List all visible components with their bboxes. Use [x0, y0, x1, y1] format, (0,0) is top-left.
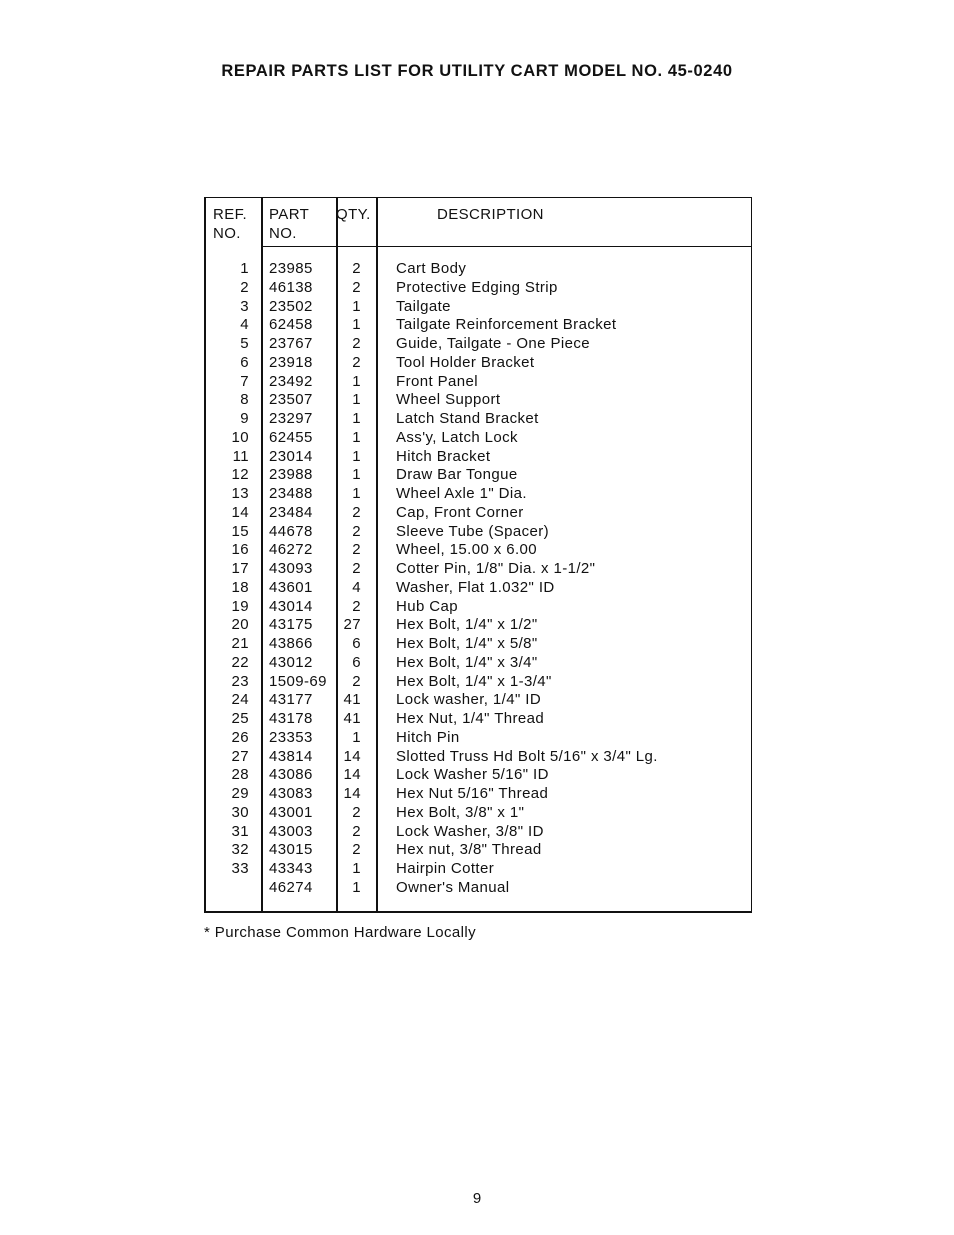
table-row — [206, 579, 751, 598]
ref-cell: 28 — [231, 766, 249, 784]
qty-cell: 1 — [352, 316, 361, 334]
part-no-cell: 43601 — [269, 578, 313, 596]
table-row — [206, 316, 751, 335]
description-cell: Protective Edging Strip — [396, 278, 558, 296]
table-row — [206, 785, 751, 804]
qty-cell: 2 — [352, 260, 361, 277]
qty-cell: 14 — [343, 747, 361, 765]
ref-cell: 31 — [231, 822, 249, 840]
description-cell: Hex Bolt, 1/4" x 5/8" — [396, 635, 538, 652]
qty-cell: 1 — [352, 297, 361, 315]
qty-cell: 1 — [352, 410, 361, 427]
ref-cell: 8 — [240, 391, 249, 409]
table-row — [206, 429, 751, 448]
part-no-cell: 46272 — [269, 541, 313, 559]
table-row — [206, 504, 751, 523]
ref-cell: 4 — [240, 316, 249, 334]
description-cell: Wheel Support — [396, 391, 501, 409]
ref-cell: 22 — [231, 653, 249, 671]
qty-cell: 1 — [352, 372, 361, 390]
qty-cell: 1 — [352, 391, 361, 409]
qty-cell: 2 — [352, 335, 361, 352]
ref-cell: 7 — [240, 372, 249, 390]
table-row — [206, 448, 751, 467]
table-row — [206, 860, 751, 879]
header-part-no — [269, 205, 309, 243]
part-no-cell: 43178 — [269, 710, 313, 727]
qty-cell: 27 — [343, 616, 361, 634]
part-no-cell: 43014 — [269, 597, 313, 615]
description-cell: Tailgate Reinforcement Bracket — [396, 316, 617, 334]
ref-cell: 14 — [231, 503, 249, 521]
description-cell: Hex Bolt, 1/4" x 1/2" — [396, 616, 538, 634]
description-cell: Slotted Truss Hd Bolt 5/16" x 3/4" Lg. — [396, 747, 658, 765]
table-row — [206, 410, 751, 429]
ref-cell: 1 — [240, 260, 249, 277]
part-no-cell: 43343 — [269, 860, 313, 877]
part-no-cell: 23492 — [269, 372, 313, 390]
ref-cell: 6 — [240, 353, 249, 371]
ref-cell: 12 — [231, 466, 249, 484]
description-cell: Hex Nut 5/16" Thread — [396, 785, 549, 802]
description-cell: Lock Washer 5/16" ID — [396, 766, 549, 784]
description-cell: Owner's Manual — [396, 878, 510, 896]
table-row — [206, 260, 751, 279]
ref-cell: 5 — [240, 335, 249, 352]
table-row — [206, 298, 751, 317]
part-no-cell: 43003 — [269, 822, 313, 840]
description-cell: Tailgate — [396, 297, 451, 315]
footnote: * Purchase Common Hardware Locally — [204, 924, 477, 941]
header-divider — [262, 246, 751, 247]
qty-cell: 2 — [352, 522, 361, 540]
part-no-cell: 23488 — [269, 485, 313, 502]
table-row — [206, 879, 751, 898]
ref-cell: 10 — [231, 428, 249, 446]
header-qty: QTY. — [336, 206, 371, 223]
ref-cell: 16 — [231, 541, 249, 559]
qty-cell: 2 — [352, 278, 361, 296]
qty-cell: 4 — [352, 578, 361, 596]
header-description: DESCRIPTION — [437, 206, 544, 223]
ref-cell: 30 — [231, 803, 249, 821]
table-row — [206, 729, 751, 748]
table-row — [206, 616, 751, 635]
part-no-cell: 46138 — [269, 278, 313, 296]
qty-cell: 2 — [352, 803, 361, 821]
ref-cell: 2 — [240, 278, 249, 296]
ref-cell: 23 — [231, 672, 249, 690]
part-no-cell: 23353 — [269, 728, 313, 746]
description-cell: Cap, Front Corner — [396, 503, 524, 521]
table-row — [206, 635, 751, 654]
ref-cell: 11 — [232, 447, 249, 465]
page-title: REPAIR PARTS LIST FOR UTILITY CART MODEL NO. 45-0240 — [221, 62, 733, 80]
part-no-cell: 43015 — [269, 841, 313, 859]
part-no-cell: 23502 — [269, 297, 313, 315]
part-no-cell: 43177 — [269, 691, 313, 709]
part-no-cell: 23014 — [269, 447, 313, 465]
part-no-cell: 23988 — [269, 466, 313, 484]
header-ref-no — [213, 205, 247, 243]
description-cell: Lock washer, 1/4" ID — [396, 691, 542, 709]
qty-cell: 14 — [343, 766, 361, 784]
qty-cell: 14 — [343, 785, 361, 802]
description-cell: Hex Nut, 1/4" Thread — [396, 710, 545, 727]
qty-cell: 1 — [352, 878, 361, 896]
part-no-cell: 23918 — [269, 353, 313, 371]
parts-table — [204, 197, 752, 913]
table-row — [206, 691, 751, 710]
header-ref-line1: REF. — [213, 206, 248, 223]
page-number: 9 — [472, 1190, 482, 1207]
description-cell: Hitch Pin — [396, 728, 460, 746]
header-part-line1: PART — [269, 206, 310, 223]
table-row — [206, 523, 751, 542]
part-no-cell: 1509-69 — [269, 672, 327, 690]
description-cell: Hex Bolt, 3/8" x 1" — [396, 803, 525, 821]
ref-cell: 33 — [231, 860, 249, 877]
part-no-cell: 44678 — [269, 522, 313, 540]
qty-cell: 41 — [343, 691, 361, 709]
description-cell: Front Panel — [396, 372, 478, 390]
ref-cell: 17 — [231, 560, 249, 577]
description-cell: Cart Body — [396, 260, 467, 277]
table-body — [206, 260, 751, 898]
qty-cell: 2 — [352, 841, 361, 859]
description-cell: Hex Bolt, 1/4" x 3/4" — [396, 653, 538, 671]
description-cell: Washer, Flat 1.032" ID — [396, 578, 555, 596]
part-no-cell: 43086 — [269, 766, 313, 784]
qty-cell: 1 — [352, 466, 361, 484]
ref-cell: 19 — [231, 597, 249, 615]
header-part-line2: NO. — [269, 225, 297, 242]
qty-cell: 1 — [352, 447, 361, 465]
table-row — [206, 823, 751, 842]
description-cell: Cotter Pin, 1/8" Dia. x 1-1/2" — [396, 560, 596, 577]
part-no-cell: 46274 — [269, 878, 313, 896]
table-row — [206, 279, 751, 298]
part-no-cell: 23484 — [269, 503, 313, 521]
description-cell: Lock Washer, 3/8" ID — [396, 822, 544, 840]
table-row — [206, 335, 751, 354]
part-no-cell: 62455 — [269, 428, 313, 446]
table-row — [206, 841, 751, 860]
table-row — [206, 766, 751, 785]
part-no-cell: 23297 — [269, 410, 313, 427]
ref-cell: 32 — [231, 841, 249, 859]
header-ref-line2: NO. — [213, 225, 241, 242]
description-cell: Hairpin Cotter — [396, 860, 495, 877]
qty-cell: 2 — [352, 541, 361, 559]
ref-cell: 18 — [231, 578, 249, 596]
ref-cell: 29 — [231, 785, 249, 802]
description-cell: Ass'y, Latch Lock — [396, 428, 518, 446]
table-row — [206, 560, 751, 579]
qty-cell: 6 — [352, 635, 361, 652]
table-row — [206, 654, 751, 673]
table-row — [206, 710, 751, 729]
qty-cell: 1 — [352, 728, 361, 746]
description-cell: Tool Holder Bracket — [396, 353, 535, 371]
part-no-cell: 43001 — [269, 803, 313, 821]
table-row — [206, 804, 751, 823]
table-row — [206, 598, 751, 617]
table-row — [206, 354, 751, 373]
table-row — [206, 541, 751, 560]
table-row — [206, 391, 751, 410]
ref-cell: 15 — [231, 522, 249, 540]
qty-cell: 1 — [352, 860, 361, 877]
description-cell: Draw Bar Tongue — [396, 466, 518, 484]
table-row — [206, 373, 751, 392]
part-no-cell: 43814 — [269, 747, 313, 765]
ref-cell: 13 — [231, 485, 249, 502]
part-no-cell: 43175 — [269, 616, 313, 634]
ref-cell: 26 — [231, 728, 249, 746]
part-no-cell: 43093 — [269, 560, 313, 577]
qty-cell: 1 — [352, 485, 361, 502]
description-cell: Hex Bolt, 1/4" x 1-3/4" — [396, 672, 552, 690]
description-cell: Guide, Tailgate - One Piece — [396, 335, 590, 352]
ref-cell: 20 — [231, 616, 249, 634]
ref-cell: 9 — [240, 410, 249, 427]
part-no-cell: 62458 — [269, 316, 313, 334]
part-no-cell: 43866 — [269, 635, 313, 652]
ref-cell: 24 — [231, 691, 249, 709]
table-row — [206, 748, 751, 767]
ref-cell: 27 — [231, 747, 249, 765]
table-row — [206, 485, 751, 504]
description-cell: Wheel Axle 1" Dia. — [396, 485, 527, 502]
description-cell: Hex nut, 3/8" Thread — [396, 841, 542, 859]
qty-cell: 2 — [352, 672, 361, 690]
qty-cell: 1 — [352, 428, 361, 446]
table-row — [206, 673, 751, 692]
part-no-cell: 23985 — [269, 260, 313, 277]
ref-cell: 25 — [231, 710, 249, 727]
qty-cell: 41 — [343, 710, 361, 727]
ref-cell: 3 — [240, 297, 249, 315]
qty-cell: 2 — [352, 503, 361, 521]
qty-cell: 6 — [352, 653, 361, 671]
part-no-cell: 43012 — [269, 653, 313, 671]
qty-cell: 2 — [352, 560, 361, 577]
description-cell: Wheel, 15.00 x 6.00 — [396, 541, 538, 559]
ref-cell: 21 — [231, 635, 249, 652]
description-cell: Hub Cap — [396, 597, 459, 615]
description-cell: Sleeve Tube (Spacer) — [396, 522, 550, 540]
description-cell: Latch Stand Bracket — [396, 410, 539, 427]
part-no-cell: 23767 — [269, 335, 313, 352]
part-no-cell: 23507 — [269, 391, 313, 409]
qty-cell: 2 — [352, 597, 361, 615]
qty-cell: 2 — [352, 353, 361, 371]
part-no-cell: 43083 — [269, 785, 313, 802]
table-row — [206, 466, 751, 485]
qty-cell: 2 — [352, 822, 361, 840]
description-cell: Hitch Bracket — [396, 447, 491, 465]
